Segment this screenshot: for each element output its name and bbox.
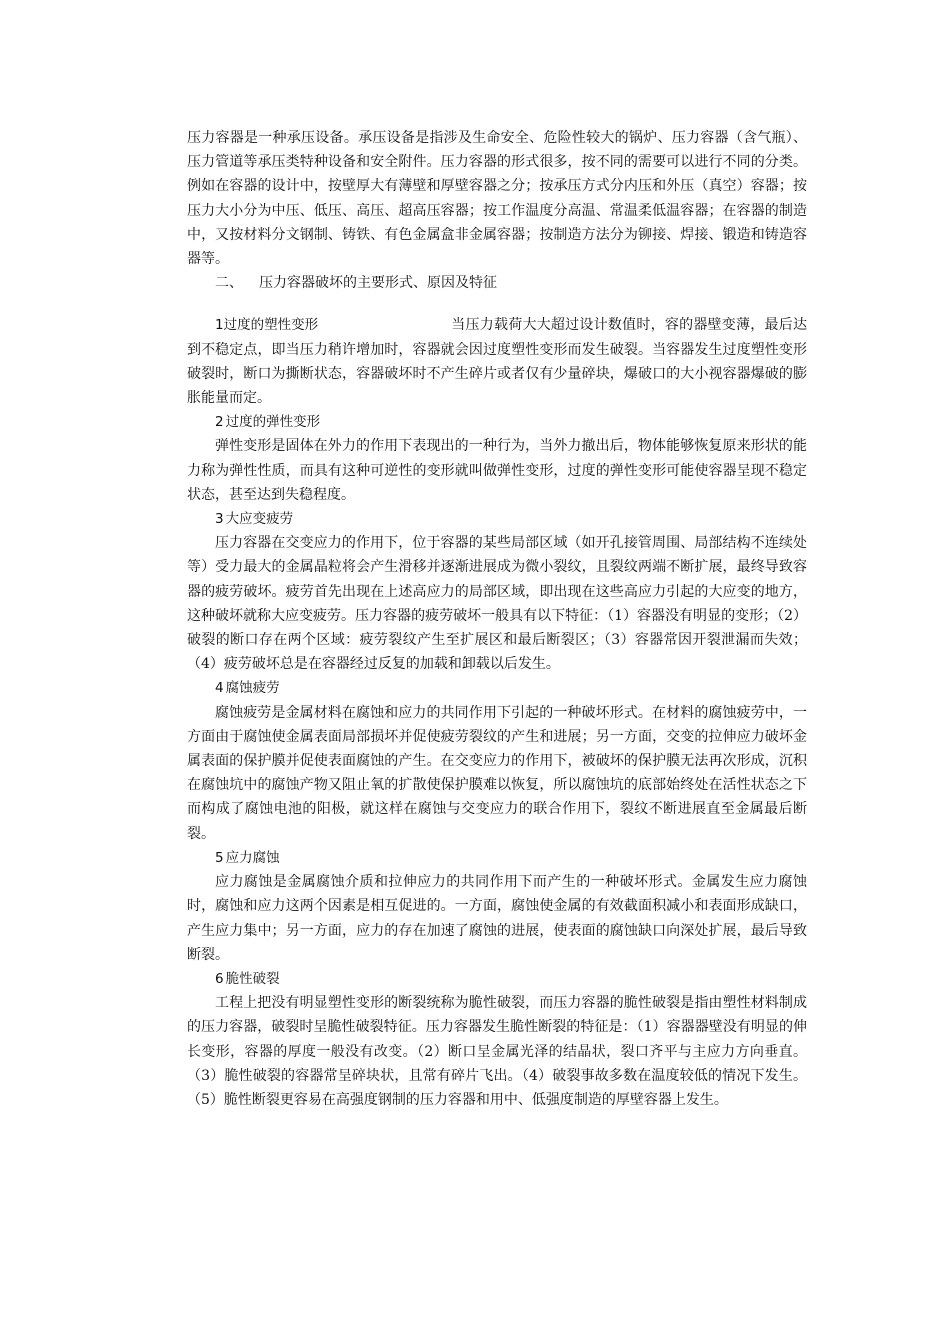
item-2-body: 弹性变形是固体在外力的作用下表现出的一种行为，当外力撤出后，物体能够恢复原来形状的能力称为弹性性质，而具有这种可逆性的变形就叫做弹性变形，过度的弹性变形可能使容器呈现不稳定状态，甚至达到失稳程度。 xyxy=(187,438,807,503)
item-1-number: 1 xyxy=(215,317,224,334)
item-3-number: 3 xyxy=(215,511,224,528)
item-4-number: 4 xyxy=(215,680,224,697)
item-6-heading xyxy=(187,967,807,991)
item-1-title: 过度的塑性变形 xyxy=(223,317,319,334)
item-5-heading xyxy=(187,846,807,870)
item-3-heading xyxy=(187,507,807,531)
item-2-number: 2 xyxy=(215,414,224,431)
item-4-body: 腐蚀疲劳是金属材料在腐蚀和应力的共同作用下引起的一种破坏形式。在材料的腐蚀疲劳中，一方面由于腐蚀使金属表面局部损坏并促使疲劳裂纹的产生和进展；另一方面，交变的拉伸应力破坏金属表面的保护膜并促使表面腐蚀的产生。在交变应力的作用下，被破坏的保护膜无法再次形成，沉积在腐蚀坑中的腐蚀产物又阻止氧的扩散使保护膜难以恢复，所以腐蚀坑的底部始终处在活性状态之下而构成了腐蚀电池的阳极，就这样在腐蚀与交变应力的联合作用下，裂纹不断进展直至金属最后断裂。 xyxy=(187,704,807,842)
item-6-body: 工程上把没有明显塑性变形的断裂统称为脆性破裂，而压力容器的脆性破裂是指由塑性材料制成的压力容器，破裂时呈脆性破裂特征。压力容器发生脆性断裂的特征是：（1）容器器壁没有明显的伸长变形，容器的厚度一般没有改变。（2）断口呈金属光泽的结晶状，裂口齐平与主应力方向垂直。（3）脆性破裂的容器常呈碎块状，且常有碎片飞出。（4）破裂事故多数在温度较低的情况下发生。（5）脆性断裂更容易在高强度钢制的压力容器和用中、低强度制造的厚壁容器上发生。 xyxy=(187,995,807,1108)
section-title: 压力容器破坏的主要形式、原因及特征 xyxy=(259,275,497,292)
item-6-title: 脆性破裂 xyxy=(225,970,280,987)
intro-paragraph: 压力容器是一种承压设备。承压设备是指涉及生命安全、危险性较大的锅炉、压力容器（含气瓶）、压力管道等承压类特种设备和安全附件。压力容器的形式很多，按不同的需要可以进行不同的分类。例如在容器的设计中，按壁厚大有薄壁和厚壁容器之分；按承压方式分内压和外压（真空）容器；按压力大小分为中压、低压、高压、超高压容器；按工作温度分高温、常温柔低温容器；在容器的制造中，又按材料分文钢制、铸铁、有色金属盒非金属容器；按制造方法分为铆接、焊接、锻造和铸造容器等。 xyxy=(187,130,807,268)
item-5-title: 应力腐蚀 xyxy=(225,849,280,866)
item-3-body: 压力容器在交变应力的作用下，位于容器的某些局部区域（如开孔接管周围、局部结构不连续处等）受力最大的金属晶粒将会产生滑移并逐渐进展成为微小裂纹，且裂纹两端不断扩展，最终导致容器的疲劳破坏。疲劳首先出现在上述高应力的局部区域，即出现在这些高应力引起的大应变的地方，这种破坏就称大应变疲劳。压力容器的疲劳破坏一般具有以下特征：（1）容器没有明显的变形；（2）破裂的断口存在两个区域：疲劳裂纹产生至扩展区和最后断裂区；（3）容器常因开裂泄漏而失效；（4）疲劳破坏总是在容器经过反复的加载和卸载以后发生。 xyxy=(187,535,807,673)
item-5-body: 应力腐蚀是金属腐蚀介质和拉伸应力的共同作用下而产生的一种破坏形式。金属发生应力腐蚀时，腐蚀和应力这两个因素是相互促进的。一方面，腐蚀使金属的有效截面积减小和表面形成缺口，产生应力集中；另一方面，应力的存在加速了腐蚀的进展，使表面的腐蚀缺口向深处扩展，最后导致断裂。 xyxy=(187,874,807,963)
document-page xyxy=(187,126,807,1112)
item-1-paragraph xyxy=(187,313,807,410)
item-4-heading xyxy=(187,676,807,700)
section-number: 二、 xyxy=(215,275,243,292)
item-3-title: 大应变疲劳 xyxy=(225,511,294,528)
item-5-number: 5 xyxy=(215,849,224,866)
item-1-body: 当压力载荷大大超过设计数值时，容的器壁变薄，最后达到不稳定点，即当压力稍许增加时，容器就会因过度塑性变形而发生破裂。当容器发生过度塑性变形破裂时，断口为撕断状态，容器破坏时不产生碎片或者仅有少量碎块，爆破口的大小视容器爆破的膨胀能量而定。 xyxy=(187,317,807,407)
spacer xyxy=(187,295,807,313)
item-6-number: 6 xyxy=(215,970,224,987)
item-1-heading xyxy=(187,313,451,337)
section-heading xyxy=(187,271,807,295)
item-2-heading xyxy=(187,410,807,434)
item-4-title: 腐蚀疲劳 xyxy=(225,680,280,697)
item-2-title: 过度的弹性变形 xyxy=(225,414,321,431)
